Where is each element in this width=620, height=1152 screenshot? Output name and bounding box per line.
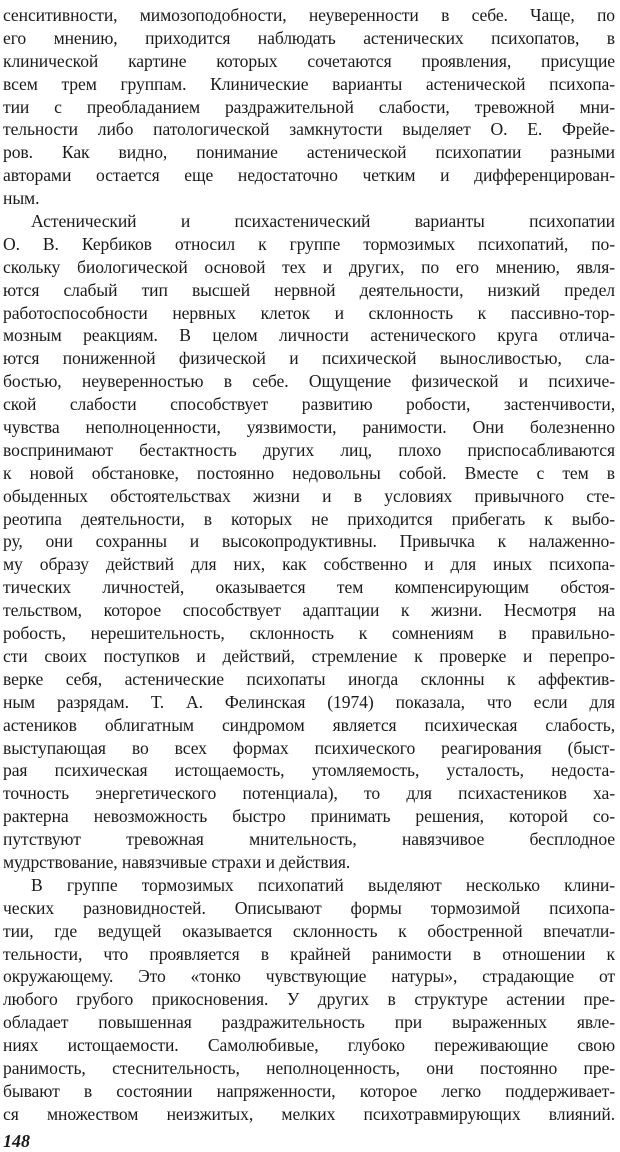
text-line: ным.	[3, 188, 40, 209]
text-line: тельности либо патологической замкнутости выделяет О. Е. Фрейе-	[3, 119, 615, 140]
text-line: тельности, что проявляется в крайней ранимости в отношении к	[3, 943, 615, 964]
text-line: обыденных обстоятельствах жизни и в условиях привычного сте-	[3, 485, 615, 506]
text-line: любого грубого прикосновения. У других в структуре астении пре-	[3, 989, 615, 1010]
text-line: тии с преобладанием раздражительной слабости, тревожной мни-	[3, 96, 615, 117]
text-line: всем трем группам. Клинические варианты астенической психопа-	[3, 73, 615, 94]
text-line: бывают в состоянии напряженности, которое легко поддерживает-	[3, 1080, 615, 1101]
text-line: чувства неполноценности, уязвимости, ранимости. Они болезненно	[3, 417, 615, 438]
page-number: 148	[3, 1130, 30, 1151]
book-page	[3, 4, 615, 1151]
text-line: ниях истощаемости. Самолюбивые, глубоко переживающие свою	[3, 1035, 615, 1056]
text-line: ранимость, стеснительность, неполноценность, они постоянно пре-	[3, 1057, 615, 1078]
text-line: рактерна невозможность быстро принимать решения, которой со-	[3, 806, 615, 827]
text-line: астеников облигатным синдромом является психическая слабость,	[3, 714, 615, 735]
text-line: верке себя, астенические психопаты иногда склонны к аффектив-	[3, 668, 615, 689]
text-line: ров. Как видно, понимание астенической психопатии разными	[3, 142, 615, 163]
text-line: рая психическая истощаемость, утомляемость, усталость, недоста-	[3, 760, 615, 781]
text-line: ся множеством неизжитых, мелких психотравмирующих влияний.	[3, 1103, 615, 1124]
text-line: точность энергетического потенциала), то для психастеников ха-	[3, 783, 615, 804]
text-line: О. В. Кербиков относил к группе тормозимых психопатий, по-	[3, 233, 615, 254]
paragraph-3	[3, 874, 615, 1126]
text-line: ской слабости способствует развитию робости, застенчивости,	[3, 394, 615, 415]
text-line: тических личностей, оказывается тем компенсирующим обстоя-	[3, 577, 615, 598]
text-line: авторами остается еще недостаточно четким и дифференцирован-	[3, 165, 615, 186]
text-line: сенситивности, мимозоподобности, неуверенности в себе. Чаще, по	[3, 5, 615, 25]
text-line: воспринимают бестактность других лиц, плохо приспосабливаются	[3, 439, 615, 460]
text-line: му образу действий для них, как собственно и для иных психопа-	[3, 554, 615, 575]
text-line: бостью, неуверенностью в себе. Ощущение физической и психиче-	[3, 371, 615, 392]
text-line: скольку биологической основой тех и других, по его мнению, явля-	[3, 256, 615, 277]
text-line: путствуют тревожная мнительность, навязчивое бесплодное	[3, 829, 615, 850]
text-line: реотипа деятельности, в которых не приходится прибегать к выбо-	[3, 508, 615, 529]
text-line: обладает повышенная раздражительность при выраженных явле-	[3, 1012, 615, 1033]
paragraph-1	[3, 4, 615, 210]
text-line: мудрствование, навязчивые страхи и действия.	[3, 851, 351, 872]
text-line: работоспособности нервных клеток и склонность к пассивно-тор-	[3, 302, 615, 323]
text-line: Астенический и психастенический варианты психопатии	[31, 211, 615, 232]
text-line: мозным реакциям. В целом личности астенического круга отлича-	[3, 325, 615, 346]
text-line: выступающая во всех формах психического реагирования (быст-	[3, 737, 615, 758]
text-line: ются пониженной физической и психической выносливостью, сла-	[3, 348, 615, 369]
text-line: к новой обстановке, постоянно недовольны собой. Вместе с тем в	[3, 462, 615, 483]
text-line: тельством, которое способствует адаптации к жизни. Несмотря на	[3, 600, 615, 621]
text-line: ческих разновидностей. Описывают формы тормозимой психопа-	[3, 897, 615, 918]
paragraph-2	[3, 210, 615, 874]
text-line: В группе тормозимых психопатий выделяют несколько клини-	[31, 874, 615, 895]
text-line: ру, они сохранны и высокопродуктивны. Привычка к налаженно-	[3, 531, 615, 552]
text-line: окружающему. Это «тонко чувствующие натуры», страдающие от	[3, 966, 615, 987]
text-line: ются слабый тип высшей нервной деятельности, низкий предел	[3, 279, 615, 300]
text-line: клинической картине которых сочетаются проявления, присущие	[3, 50, 615, 71]
text-line: тии, где ведущей оказывается склонность к обостренной впечатли-	[3, 920, 615, 941]
text-line: робость, нерешительность, склонность к сомнениям в правильно-	[3, 623, 615, 644]
text-line: ным разрядам. Т. А. Фелинская (1974) показала, что если для	[3, 691, 615, 712]
text-line: сти своих поступков и действий, стремление к проверке и перепро-	[3, 645, 615, 666]
text-line: его мнению, приходится наблюдать астенических психопатов, в	[3, 27, 615, 48]
